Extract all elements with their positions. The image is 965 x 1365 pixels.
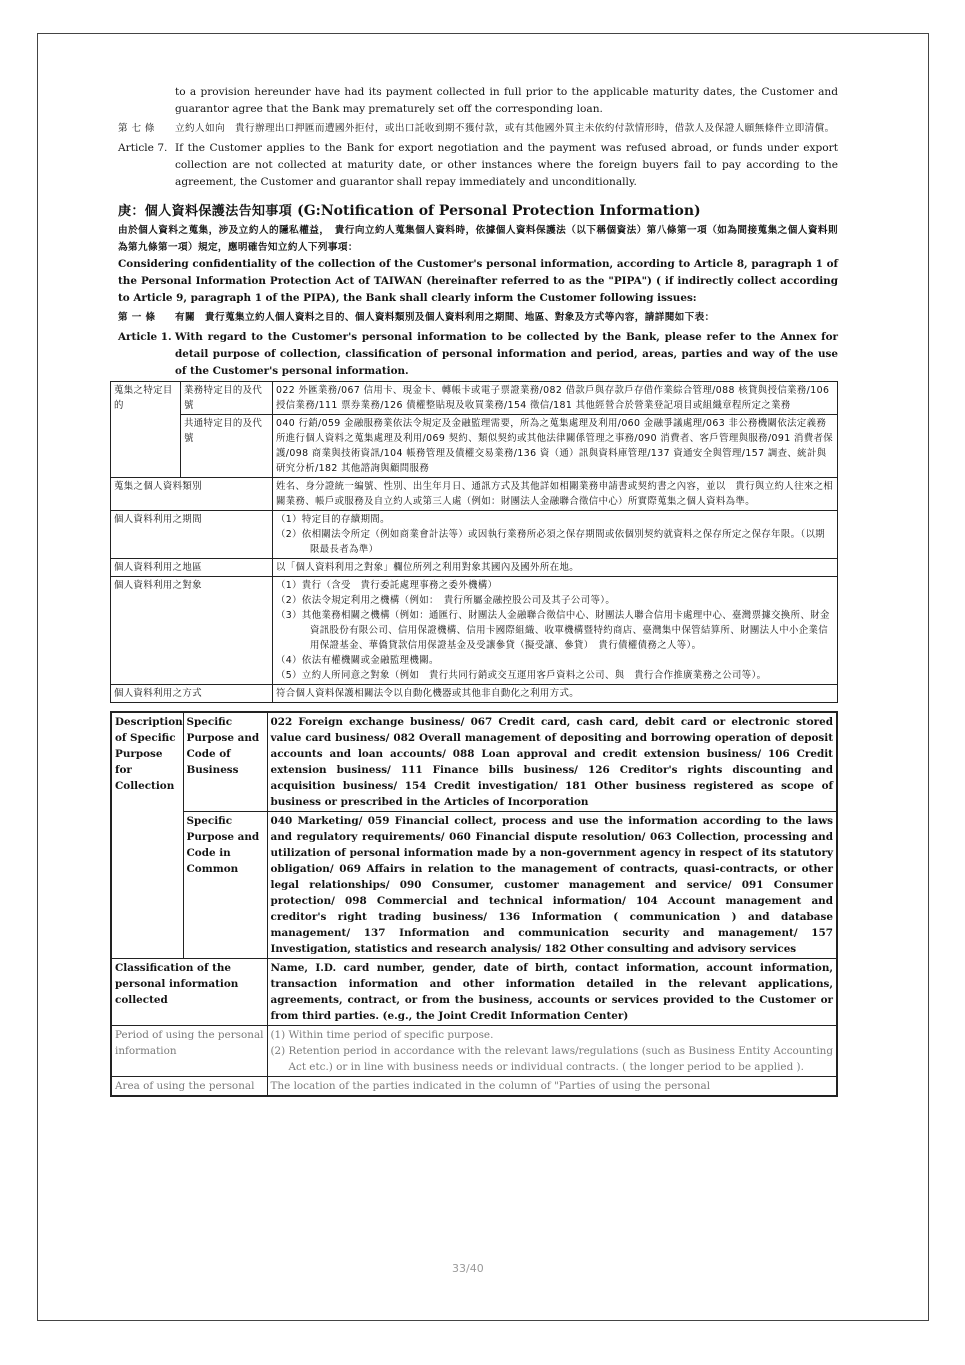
- zh-common-label: 共通特定目的及代號: [181, 415, 273, 478]
- zh-category-label: 蒐集之個人資料類別: [111, 478, 273, 511]
- section-g-heading-en: (G:Notification of Personal Protection Information): [297, 203, 701, 219]
- g-article-1-zh-text: 有關 貴行蒐集立約人個人資料之目的、個人資料類別及個人資料利用之期間、地區、對象及方式等內容，請詳閱如下表：: [175, 312, 715, 323]
- table-row: [111, 511, 838, 559]
- g-article-1-en-label: Article 1.: [118, 331, 172, 343]
- en-class-label: Classification of the personal information collected: [111, 959, 267, 1026]
- article-7-zh-label: 第 七 條: [118, 123, 155, 134]
- document-body: [114, 84, 838, 1097]
- section-g-heading-zh: 庚：個人資料保護法告知事項: [118, 204, 293, 219]
- table-row: [111, 1077, 837, 1097]
- zh-specific-text: 022 外匯業務/067 信用卡、現金卡、轉帳卡或電子票證業務/082 借款戶與存款戶存借作業綜合管理/088 核貸與授信業務/106 授信業務/111 票券業務/126 債權整貼現及收買業務/154 徵信/181 其他經營合於營業登記項目或組織章程所定之業務: [273, 382, 838, 415]
- table-row: [111, 415, 838, 478]
- list-item: （2）依相關法令所定（例如商業會計法等）或因執行業務所必須之保存期間或依個別契約就資料之保存所定之保存年限。（以期限最長者為準）: [276, 529, 826, 555]
- zh-common-text: 040 行銷/059 金融服務業依法令規定及金融監理需要，所為之蒐集處理及利用/060 金融爭議處理/063 非公務機關依法定義務所進行個人資料之蒐集處理及利用/069 契約、類似契約或其他法律關係管理之事務/090 消費者、客戶管理與服務/091 消費者保護/098 商業與技術資訊/104 帳務管理及債權交易業務/136 資（通）訊與資料庫管理/137 資通安全與管理/157 調查、統計與研究分析/182 其他諮詢與顧問服務: [273, 415, 838, 478]
- list-item: （3）其他業務相關之機構（例如：通匯行、財團法人金融聯合徵信中心、財團法人聯合信用卡處理中心、臺灣票據交換所、財金資訊股份有限公司、信用保證機構、信用卡國際組織、收單機構暨特約商店、臺灣集中保管結算所、財團法人中小企業信用保證基金、華僑貸款信用保證基金及受讓參貸（擬受讓、參貸） 貴行債權債務之人等）。: [276, 610, 830, 651]
- article-7-en-text: If the Customer applies to the Bank for export negotiation and the payment was refused abroad, or funds under export collection are not collected at maturity date, or other instances where the foreign buyers fail to pay according to the agreement, the Customer and guarantor shall repay immediately and unconditionally.: [175, 142, 838, 188]
- g-article-1-zh: [118, 309, 838, 326]
- zh-period-cell: [273, 511, 838, 559]
- zh-parties-label: 個人資料利用之對象: [111, 577, 273, 685]
- list-item: （4）依法有權機關或金融監理機關。: [276, 655, 439, 666]
- zh-category-text: 姓名、身分證統一編號、性別、出生年月日、通訊方式及其他詳如相關業務申請書或契約書之內容，並以 貴行與立約人往來之相關業務、帳戶或服務及自立約人或第三人處（例如：財團法人金融聯合徵信中心）所實際蒐集之個人資料為準。: [273, 478, 838, 511]
- article-7-en-label: Article 7.: [118, 142, 168, 154]
- en-info-table: [110, 711, 838, 1097]
- zh-info-table: [110, 381, 838, 703]
- en-specific-label: Specific Purpose and Code of Business: [183, 712, 267, 812]
- zh-purpose-label: 蒐集之特定目的: [111, 382, 181, 478]
- zh-method-label: 個人資料利用之方式: [111, 685, 273, 703]
- table-row: [111, 559, 838, 577]
- page-number: 33/40: [452, 1262, 484, 1275]
- zh-area-text: 以「個人資料利用之對象」欄位所列之利用對象其國內及國外所在地。: [273, 559, 838, 577]
- table-row: [111, 577, 838, 685]
- zh-parties-cell: [273, 577, 838, 685]
- article-7-zh-text: 立約人如向 貴行辦理出口押匯而遭國外拒付，或出口託收到期不獲付款，或有其他國外買主未依約付款情形時，借款人及保證人願無條件立即清償。: [175, 123, 835, 134]
- section-g-heading: [118, 201, 838, 222]
- list-item: (1) Within time period of specific purpose.: [270, 1029, 494, 1041]
- list-item: （2）依法令規定利用之機構（例如： 貴行所屬金融控股公司及其子公司等）。: [276, 595, 616, 606]
- list-item: （1）特定目的存續期間。: [276, 514, 390, 525]
- table-row: [111, 812, 837, 959]
- list-item: (2) Retention period in accordance with the relevant laws/regulations (such as Business Entity Accounting Act etc.) or in line with business needs or individual contracts. ( the longer period to be applied ).: [270, 1045, 833, 1073]
- zh-method-text: 符合個人資料保護相關法令以自動化機器或其他非自動化之利用方式。: [273, 685, 838, 703]
- en-area-text: The location of the parties indicated in the column of "Parties of using the personal: [267, 1077, 837, 1097]
- en-common-text: 040 Marketing/ 059 Financial collect, process and use the information according to the laws and regulatory requirements/ 060 Financial dispute resolution/ 063 Collection, processing and utilization of personal information made by a non-government agency in respect of its statutory obligation/ 069 Affairs in relation to the management of contracts, quasi-contracts, or other legal relationships/ 090 Consumer, customer management and service/ 091 Consumer protection/ 098 Commercial and technical information/ 104 Account management and creditor's right trading business/ 136 Information ( communication ) and database management/ 137 Information and communication security and management/ 157 Investigation, statistics and research analysis/ 182 Other consulting and advisory services: [267, 812, 837, 959]
- table-row: [111, 1026, 837, 1077]
- g-article-1-en-text: With regard to the Customer's personal information to be collected by the Bank, please refer to the Annex for detail purpose of collection, classification of personal information and period, areas, parties and way of the use of the Customer's personal information.: [175, 331, 838, 377]
- g-article-1-zh-label: 第 一 條: [118, 312, 156, 323]
- en-class-text: Name, I.D. card number, gender, date of birth, contact information, account information, transaction information and other information detailed in the relevant applications, agreements, contract, or from the business, accounts or services provided to the Customer or from third parties. (e.g., the Joint Credit Information Center): [267, 959, 837, 1026]
- en-common-label: Specific Purpose and Code in Common: [183, 812, 267, 959]
- list-item: （1）貴行（含受 貴行委託處理事務之委外機構）: [276, 580, 498, 591]
- article-7-zh: [118, 120, 838, 137]
- en-specific-text: 022 Foreign exchange business/ 067 Credit card, cash card, debit card or electronic stored value card business/ 082 Overall management of depositing and borrowing operation of deposit accounts and loan accounts/ 088 Loan approval and credit extension business/ 106 Credit extension business/ 111 Finance bills business/ 126 Creditor's rights discounting and acquisition business/ 154 Credit investigation/ 181 Other business registered as scope of business or prescribed in the Articles of Incorporation: [267, 712, 837, 812]
- g-article-1-en: [118, 329, 838, 380]
- section-g-intro-zh: 由於個人資料之蒐集，涉及立約人的隱私權益， 貴行向立約人蒐集個人資料時，依據個人資料保護法（以下稱個資法）第八條第一項（如為間接蒐集之個人資料則為第九條第一項）規定，應明確告知立約人下列事項：: [118, 225, 838, 253]
- table-row: [111, 382, 838, 415]
- intro-continuation: to a provision hereunder have had its payment collected in full prior to the applicable maturity dates, the Customer and guarantor agree that the Bank may prematurely set off the corresponding loan.: [175, 86, 838, 115]
- en-area-label: Area of using the personal: [111, 1077, 267, 1097]
- zh-area-label: 個人資料利用之地區: [111, 559, 273, 577]
- table-row: [111, 959, 837, 1026]
- list-item: （5）立約人所同意之對象（例如 貴行共同行銷或交互運用客戶資料之公司、與 貴行合作推廣業務之公司等）。: [276, 670, 767, 681]
- article-7-en: [118, 140, 838, 191]
- zh-specific-label: 業務特定目的及代號: [181, 382, 273, 415]
- en-desc-label: Description of Specific Purpose for Collection: [111, 712, 183, 959]
- table-row: [111, 685, 838, 703]
- en-period-cell: [267, 1026, 837, 1077]
- en-period-label: Period of using the personal information: [111, 1026, 267, 1077]
- section-g-intro-en: Considering confidentiality of the collection of the Customer's personal information, according to Article 8, paragraph 1 of the Personal Information Protection Act of TAIWAN (hereinafter referred to as the "PIPA") ( if indirectly collect according to Article 9, paragraph 1 of the PIPA), the Bank shall clearly inform the Customer following issues:: [118, 258, 838, 304]
- table-row: [111, 478, 838, 511]
- table-row: [111, 712, 837, 812]
- zh-period-label: 個人資料利用之期間: [111, 511, 273, 559]
